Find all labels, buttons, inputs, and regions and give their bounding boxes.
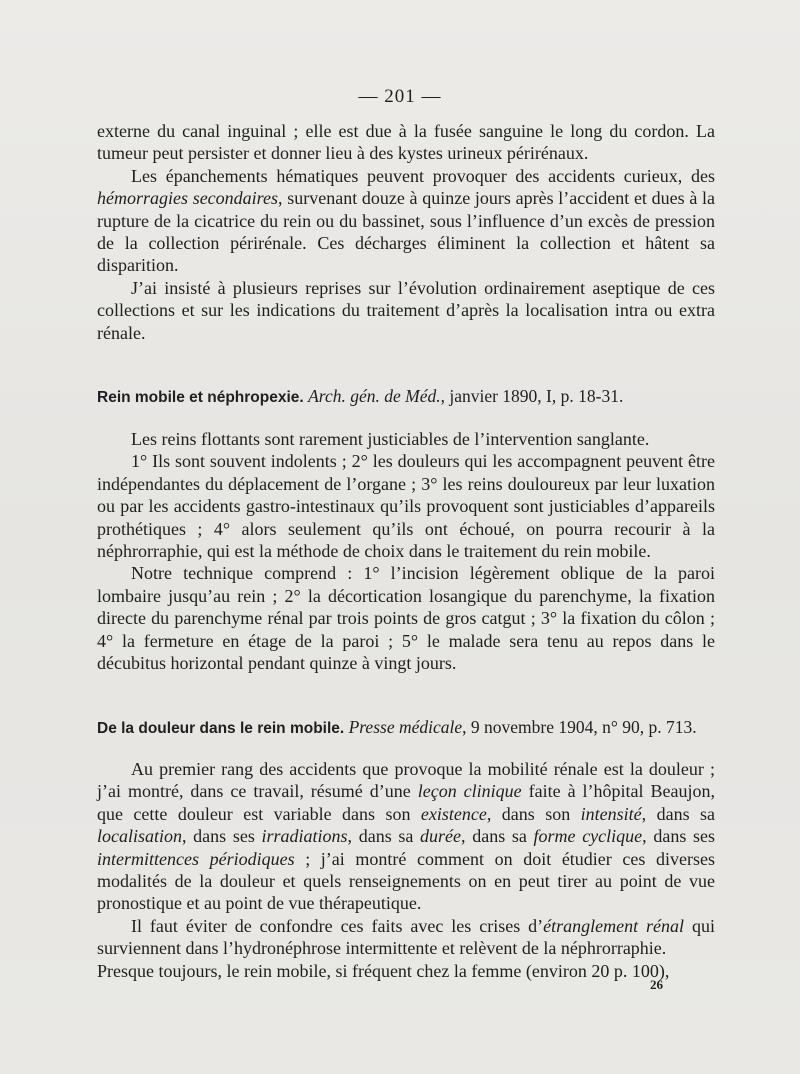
intro-paragraph-1: externe du canal inguinal ; elle est due à la fusée sanguine le long du cordon. La tumeur peut persister et donner lieu à des kystes urineux périrénaux. (97, 121, 715, 164)
section-2-text-block (97, 758, 715, 982)
s2p1-em-4: localisation (97, 826, 182, 847)
intro-p2-emphasis: hémorragies secondaires (97, 188, 279, 209)
s2p2-text-b: qui surviennent dans l’hydronéphrose intermittente et relèvent de la néphrorraphie. (97, 915, 715, 959)
intro-p2-text-a: Les épanchements hématiques peuvent provoquer des accidents curieux, des (131, 165, 715, 186)
s2p1-em-2: existence (420, 803, 487, 824)
section-2-paragraph-3: Presque toujours, le rein mobile, si fréquent chez la femme (environ 20 p. 100), (97, 960, 670, 981)
section-2-title: De la douleur dans le rein mobile. (97, 720, 345, 737)
s2p1-text-a: Au premier rang des accidents que provoque la mobilité rénale est la douleur ; j’ai montré, dans ce travail, résumé d’une (97, 759, 715, 802)
intro-p2-text-b: , survenant douze à quinze jours après l’accident et dues à la rupture de la cicatrice du rein ou du bassinet, sous l’influence d’un excès de pression de la collection périrénale. Ces décharges éliminent la collection et hâtent sa disparition. (97, 188, 715, 276)
s2p1-em-8: intermittences périodiques (97, 848, 295, 869)
section-1-journal: Arch. gén. de Méd. (308, 386, 441, 406)
section-2-paragraph-1 (97, 758, 715, 915)
s2p1-em-5: irradiations (261, 826, 348, 847)
section-1-paragraph-3: Notre technique comprend : 1° l’incision légèrement oblique de la paroi lombaire jusqu’au rein ; 2° la décortication losangique du parenchyme, la fixation directe du parenchyme rénal par trois points de gros catgut ; 3° la fixation du côlon ; 4° la fermeture en étage de la paroi ; 5° le malade sera tenu au repos dans le décubitus horizontal pendant quinze à vingt jours. (97, 563, 715, 674)
section-2-reference: , 9 novembre 1904, n° 90, p. 713. (462, 717, 697, 737)
s2p1-em-1: leçon clinique (417, 781, 522, 802)
s2p1-em-7: forme cyclique (533, 826, 643, 847)
section-1-title: Rein mobile et néphropexie. (97, 389, 304, 406)
intro-paragraph-2 (97, 165, 715, 277)
section-2-paragraph-2 (97, 915, 715, 960)
s2p1-em-6: durée (420, 826, 462, 847)
section-1-paragraph-2: 1° Ils sont souvent indolents ; 2° les douleurs qui les accompagnent peuvent être indépendantes du déplacement de l’organe ; 3° les reins douloureux par leur luxation ou par les accidents gastro-intestinaux qu’ils provoquent sont justiciables d’appareils prothétiques ; 4° alors seulement qu’ils ont échoué, on pourra recourir à la néphrorraphie, qui est la méthode de choix dans le traitement du rein mobile. (97, 451, 715, 562)
section-2-journal: Presse médicale (348, 717, 463, 737)
s2p1-text-b: faite à l’hôpital Beaujon, que cette douleur est variable dans son (97, 781, 715, 824)
section-1-text-block (97, 428, 715, 674)
s2p1-text-d: , dans sa (641, 803, 716, 824)
printer-signature-mark: 26 (650, 977, 663, 992)
intro-paragraph-3: J’ai insisté à plusieurs reprises sur l’évolution ordinairement aseptique de ces collections et sur les indications du traitement d’après la localisation intra ou extra rénale. (97, 277, 715, 343)
intro-text-block (97, 120, 715, 344)
section-1-reference: , janvier 1890, I, p. 18-31. (440, 386, 624, 406)
s2p2-text-a: Il faut éviter de confondre ces faits avec les crises d’ (131, 915, 544, 936)
s2p1-text-e: , dans ses (182, 826, 262, 847)
s2p1-text-g: , dans sa (461, 826, 534, 847)
section-1-paragraph-1: Les reins flottants sont rarement justiciables de l’intervention sanglante. (131, 429, 650, 449)
s2p1-em-3: intensité (580, 803, 642, 824)
s2p1-text-f: , dans sa (347, 826, 421, 847)
page-number: — 201 — (358, 86, 442, 107)
s2p1-text-c: , dans son (486, 803, 581, 824)
s2p1-text-i: ; j’ai montré comment on doit étudier ces diverses modalités de la douleur et quels renseignements on en peut tirer au point de vue pronostique et au point de vue thérapeutique. (97, 848, 715, 914)
s2p1-text-h: , dans ses (642, 826, 715, 847)
s2p2-em: étranglement rénal (543, 915, 685, 936)
section-1-heading (97, 385, 737, 409)
section-2-heading (97, 716, 737, 740)
